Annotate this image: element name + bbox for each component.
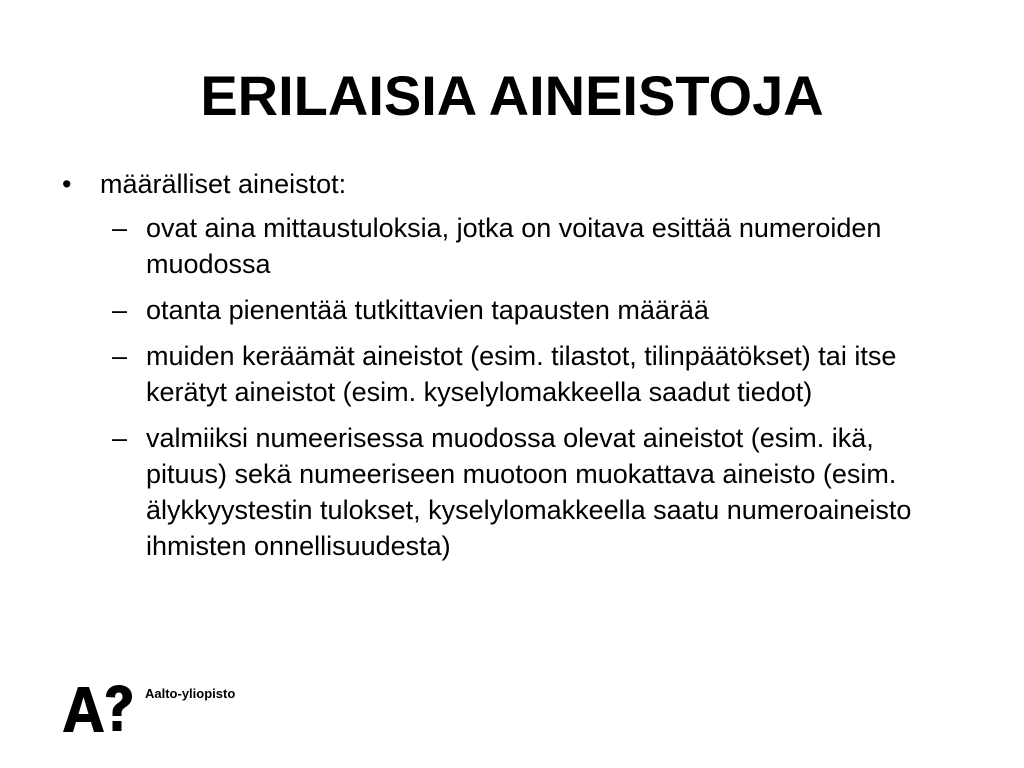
sub-bullet-text: ovat aina mittaustuloksia, jotka on voitava esittää numeroiden muodossa (146, 213, 882, 279)
bullet-text: määrälliset aineistot: (100, 169, 347, 199)
dash-marker: – (112, 295, 128, 325)
dash-marker: – (112, 423, 128, 453)
slide-content (62, 166, 962, 574)
sub-bullet-item (62, 292, 962, 328)
aalto-logo-icon (63, 684, 133, 732)
logo-text: Aalto-yliopisto (145, 686, 236, 701)
sub-bullet-item (62, 420, 962, 564)
aalto-logo (63, 684, 235, 732)
sub-bullet-item (62, 338, 962, 410)
dash-marker: – (112, 213, 128, 243)
slide-title: ERILAISIA AINEISTOJA (200, 64, 824, 127)
bullet-marker: • (62, 169, 72, 199)
sub-bullet-list (62, 210, 962, 564)
sub-bullet-text: otanta pienentää tutkittavien tapausten määrää (146, 295, 709, 325)
sub-bullet-text: valmiiksi numeerisessa muodossa olevat aineistot (esim. ikä, pituus) sekä numeeriseen muotoon muokattava aineisto (esim. älykkyystestin tulokset, kyselylomakkeella saatu numeroaineisto ihmisten onnellisuudesta) (146, 423, 912, 561)
sub-bullet-item (62, 210, 962, 282)
bullet-item (62, 166, 962, 202)
dash-marker: – (112, 341, 128, 371)
sub-bullet-text: muiden keräämät aineistot (esim. tilastot, tilinpäätökset) tai itse kerätyt aineistot (esim. kyselylomakkeella saadut tiedot) (146, 341, 897, 407)
